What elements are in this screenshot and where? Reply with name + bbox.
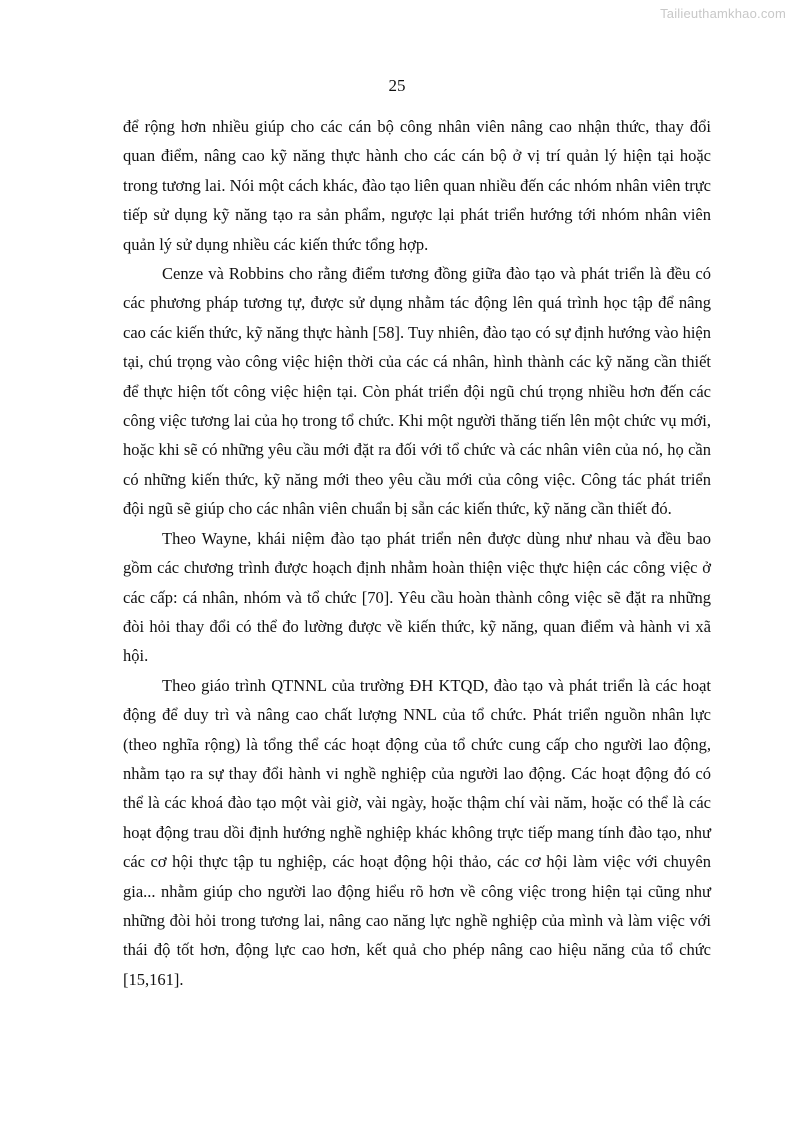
paragraph-continuation: để rộng hơn nhiều giúp cho các cán bộ công nhân viên nâng cao nhận thức, thay đổi quan điểm, nâng cao kỹ năng thực hành cho các cán bộ ở vị trí quản lý hiện tại hoặc trong tương lai. Nói một cách khác, đào tạo liên quan nhiều đến các nhóm nhân viên trực tiếp sử dụng kỹ năng tạo ra sản phẩm, ngược lại phát triển hướng tới nhóm nhân viên quản lý sử dụng nhiều các kiến thức tổng hợp. [123,117,711,254]
paragraph-cenze-robbins: Cenze và Robbins cho rằng điểm tương đồng giữa đào tạo và phát triển là đều có các phương pháp tương tự, được sử dụng nhằm tác động lên quá trình học tập để nâng cao các kiến thức, kỹ năng thực hành [58]. Tuy nhiên, đào tạo có sự định hướng vào hiện tại, chú trọng vào công việc hiện thời của các cá nhân, hình thành các kỹ năng cần thiết để thực hiện tốt công việc hiện tại. Còn phát triển đội ngũ chú trọng nhiều hơn đến các công việc tương lai của họ trong tổ chức. Khi một người thăng tiến lên một chức vụ mới, hoặc khi sẽ có những yêu cầu mới đặt ra đối với tổ chức và các nhân viên của nó, họ cần có những kiến thức, kỹ năng mới theo yêu cầu mới của công việc. Công tác phát triển đội ngũ sẽ giúp cho các nhân viên chuẩn bị sẵn các kiến thức, kỹ năng cần thiết đó. [123,264,711,519]
paragraph-wayne: Theo Wayne, khái niệm đào tạo phát triển nên được dùng như nhau và đều bao gồm các chương trình được hoạch định nhằm hoàn thiện việc thực hiện các công việc ở các cấp: cá nhân, nhóm và tổ chức [70]. Yêu cầu hoàn thành công việc sẽ đặt ra những đòi hỏi thay đổi có thể đo lường được về kiến thức, kỹ năng, quan điểm và hành vi xã hội. [123,528,711,666]
site-watermark: Tailieuthamkhao.com [660,6,786,21]
page-number: 25 [388,76,406,95]
document-body [123,112,711,994]
paragraph-qtnnl-definition: Theo giáo trình QTNNL của trường ĐH KTQD, đào tạo và phát triển là các hoạt động để duy trì và nâng cao chất lượng NNL của tổ chức. Phát triển nguồn nhân lực (theo nghĩa rộng) là tổng thể các hoạt động của tổ chức cung cấp cho người lao động, nhằm tạo ra sự thay đổi hành vi nghề nghiệp của người lao động. Các hoạt động đó có thể là các khoá đào tạo một vài giờ, vài ngày, hoặc thậm chí vài năm, hoặc có thể là các hoạt động trau dồi định hướng nghề nghiệp khác không trực tiếp mang tính đào tạo, như các cơ hội thực tập tu nghiệp, các hoạt động hội thảo, các cơ hội làm việc với chuyên gia... nhằm giúp cho người lao động hiểu rõ hơn về công việc trong hiện tại cũng như những đòi hỏi trong tương lai, nâng cao năng lực nghề nghiệp của mình và làm việc với thái độ tốt hơn, động lực cao hơn, kết quả cho phép nâng cao hiệu năng của tổ chức [15,161]. [123,675,711,989]
